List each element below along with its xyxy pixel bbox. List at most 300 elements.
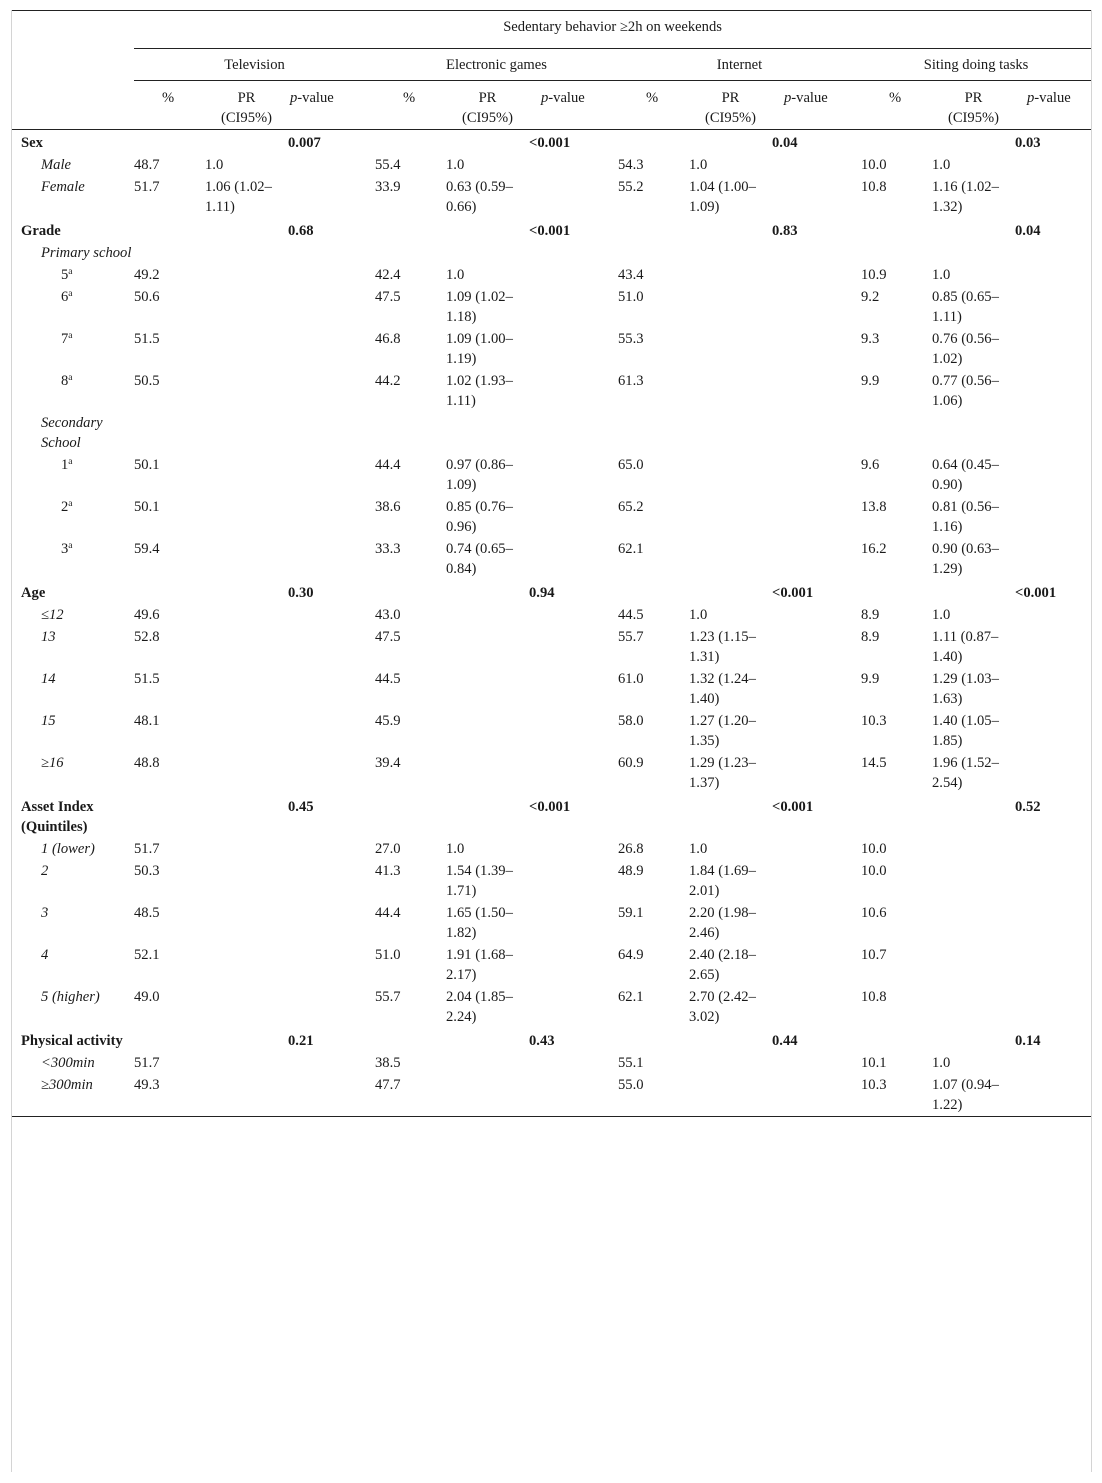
tasks-percent-cell: 10.8 (861, 989, 887, 1005)
tasks-p-value-cell (1015, 1052, 1091, 1074)
tv-p-value-cell (288, 902, 375, 944)
row-label: 3 (41, 905, 49, 921)
tv-pr-cell (205, 794, 288, 838)
games-p-value-cell (529, 986, 618, 1028)
column-header-percent: % (861, 81, 932, 130)
games-pr-cell: 1.0 (446, 267, 465, 283)
tv-pr-cell (205, 986, 288, 1028)
tv-percent-cell (134, 412, 205, 454)
games-pr-cell (446, 242, 529, 264)
tasks-percent-cell: 10.7 (861, 947, 887, 963)
table-row (12, 752, 1091, 794)
row-label: 6$^a$ (61, 289, 73, 305)
table-body (12, 130, 1091, 1117)
table-row (12, 668, 1091, 710)
tv-p-value-cell: 0.21 (288, 1033, 314, 1049)
internet-p-value-cell (772, 838, 861, 860)
column-header-percent: % (618, 81, 689, 130)
games-percent-cell: 38.6 (375, 499, 401, 515)
tasks-pr-cell (932, 242, 1015, 264)
table-row (12, 264, 1091, 286)
table-row (12, 496, 1091, 538)
internet-pr-cell (689, 218, 772, 242)
tv-p-value-cell (288, 538, 375, 580)
tasks-p-value-cell (1015, 710, 1091, 752)
internet-percent-cell: 48.9 (618, 863, 644, 879)
tasks-pr-cell: 0.77 (0.56– 1.06) (932, 373, 999, 409)
column-header-row (12, 81, 1091, 130)
tasks-percent-cell: 10.0 (861, 863, 887, 879)
tv-percent-cell: 49.3 (134, 1074, 205, 1117)
row-label: Secondary School (41, 415, 103, 451)
games-p-value-cell (529, 328, 618, 370)
sedentary-behavior-table (12, 10, 1091, 1117)
games-pr-cell (446, 626, 529, 668)
internet-percent-cell (618, 218, 689, 242)
tv-percent-cell: 51.7 (134, 841, 160, 857)
category-row (12, 130, 1091, 155)
tasks-p-value-cell (1015, 902, 1091, 944)
games-pr-cell (446, 710, 529, 752)
games-p-value-cell (529, 154, 618, 176)
tasks-p-value-cell (1015, 604, 1091, 626)
tasks-pr-cell: 1.40 (1.05– 1.85) (932, 713, 999, 749)
games-percent-cell: 44.5 (375, 671, 401, 687)
tv-percent-cell: 51.5 (134, 671, 160, 687)
row-label: Grade (21, 223, 61, 239)
internet-p-value-cell (772, 1052, 861, 1074)
row-label: 13 (41, 629, 56, 645)
internet-p-value-cell (772, 860, 861, 902)
internet-percent-cell: 58.0 (618, 713, 644, 729)
games-p-value-cell: 0.94 (529, 585, 555, 601)
tasks-pr-cell (932, 860, 1015, 902)
tv-pr-cell (205, 604, 288, 626)
tasks-pr-cell (932, 580, 1015, 604)
tasks-percent-cell (861, 580, 932, 604)
tasks-p-value-cell (1015, 986, 1091, 1028)
games-pr-cell: 1.54 (1.39– 1.71) (446, 863, 513, 899)
tv-percent-cell (134, 242, 205, 264)
tv-pr-cell (205, 1074, 288, 1117)
tasks-pr-cell: 1.96 (1.52– 2.54) (932, 755, 999, 791)
tv-p-value-cell (288, 264, 375, 286)
internet-p-value-cell (772, 710, 861, 752)
games-percent-cell: 45.9 (375, 713, 401, 729)
tasks-p-value-cell (1015, 176, 1091, 218)
games-percent-cell: 55.4 (375, 157, 401, 173)
games-percent-cell: 33.9 (375, 179, 401, 195)
games-percent-cell: 43.0 (375, 607, 401, 623)
tv-pr-cell (205, 668, 288, 710)
games-pr-cell: 1.02 (1.93– 1.11) (446, 373, 513, 409)
internet-percent-cell: 55.7 (618, 629, 644, 645)
games-pr-cell: 0.97 (0.86– 1.09) (446, 457, 513, 493)
tv-p-value-cell (288, 328, 375, 370)
tasks-p-value-cell (1015, 328, 1091, 370)
internet-p-value-cell: 0.83 (772, 223, 798, 239)
column-header-p-value: p-value (529, 81, 618, 130)
tv-pr-cell (205, 370, 288, 412)
internet-pr-cell (689, 370, 772, 412)
games-p-value-cell (529, 710, 618, 752)
internet-percent-cell: 59.1 (618, 905, 644, 921)
table-row (12, 286, 1091, 328)
internet-p-value-cell: 0.44 (772, 1033, 798, 1049)
internet-p-value-cell (772, 264, 861, 286)
tasks-percent-cell: 10.0 (861, 841, 887, 857)
table-title: Sedentary behavior ≥2h on weekends (134, 11, 1091, 49)
internet-percent-cell (618, 242, 689, 264)
tasks-pr-cell: 1.07 (0.94– 1.22) (932, 1074, 1015, 1117)
internet-p-value-cell: 0.04 (772, 135, 798, 151)
games-p-value-cell (529, 752, 618, 794)
tv-pr-cell (205, 1028, 288, 1052)
tasks-pr-cell (932, 838, 1015, 860)
tv-pr-cell: 1.0 (205, 157, 224, 173)
tv-percent-cell (134, 1028, 205, 1052)
tv-p-value-cell: 0.68 (288, 223, 314, 239)
tv-p-value-cell (288, 604, 375, 626)
tasks-percent-cell (861, 218, 932, 242)
tasks-pr-cell: 1.11 (0.87– 1.40) (932, 629, 999, 665)
internet-pr-cell (689, 794, 772, 838)
games-pr-cell (446, 130, 529, 155)
internet-pr-cell: 1.29 (1.23– 1.37) (689, 755, 756, 791)
tv-pr-cell (205, 286, 288, 328)
corner-cell-2 (12, 49, 134, 81)
games-percent-cell: 44.2 (375, 373, 401, 389)
games-p-value-cell (529, 370, 618, 412)
internet-p-value-cell (772, 176, 861, 218)
games-p-value-cell (529, 944, 618, 986)
table-row (12, 1074, 1091, 1117)
tasks-percent-cell: 10.0 (861, 157, 887, 173)
internet-pr-cell (689, 580, 772, 604)
table-row (12, 860, 1091, 902)
tv-percent-cell (134, 794, 205, 838)
tasks-percent-cell: 8.9 (861, 629, 880, 645)
internet-percent-cell: 43.4 (618, 267, 644, 283)
tasks-pr-cell: 0.81 (0.56– 1.16) (932, 499, 999, 535)
internet-percent-cell: 44.5 (618, 607, 644, 623)
tv-pr-cell (205, 218, 288, 242)
internet-pr-cell: 1.32 (1.24– 1.40) (689, 671, 756, 707)
tasks-pr-cell: 1.0 (932, 607, 951, 623)
tasks-percent-cell: 9.6 (861, 457, 880, 473)
column-header-p-value: p-value (1015, 81, 1091, 130)
tasks-percent-cell: 10.3 (861, 1074, 932, 1117)
games-percent-cell (375, 218, 446, 242)
tv-p-value-cell (288, 242, 375, 264)
tasks-percent-cell: 9.3 (861, 331, 880, 347)
internet-pr-cell: 1.84 (1.69– 2.01) (689, 863, 756, 899)
internet-p-value-cell (772, 412, 861, 454)
games-percent-cell (375, 1028, 446, 1052)
row-label: 2 (41, 863, 49, 879)
games-pr-cell: 1.65 (1.50– 1.82) (446, 905, 513, 941)
internet-pr-cell: 1.0 (689, 157, 708, 173)
games-percent-cell: 47.7 (375, 1074, 446, 1117)
games-p-value-cell (529, 242, 618, 264)
tv-p-value-cell: 0.45 (288, 799, 314, 815)
tasks-percent-cell: 16.2 (861, 541, 887, 557)
tasks-p-value-cell (1015, 752, 1091, 794)
internet-pr-cell: 1.27 (1.20– 1.35) (689, 713, 756, 749)
tasks-pr-cell: 0.90 (0.63– 1.29) (932, 541, 999, 577)
table-row (12, 370, 1091, 412)
games-pr-cell (446, 604, 529, 626)
internet-percent-cell: 55.1 (618, 1055, 644, 1071)
tv-pr-cell (205, 328, 288, 370)
tasks-percent-cell: 10.6 (861, 905, 887, 921)
internet-pr-cell: 1.0 (689, 841, 708, 857)
internet-pr-cell: 1.23 (1.15– 1.31) (689, 629, 756, 665)
tv-pr-cell (205, 752, 288, 794)
games-pr-cell (446, 1028, 529, 1052)
internet-percent-cell (618, 580, 689, 604)
tv-pr-cell (205, 1052, 288, 1074)
tv-p-value-cell (288, 286, 375, 328)
internet-p-value-cell (772, 370, 861, 412)
table-row (12, 902, 1091, 944)
games-p-value-cell (529, 176, 618, 218)
games-percent-cell: 27.0 (375, 841, 401, 857)
internet-percent-cell: 61.3 (618, 373, 644, 389)
games-p-value-cell (529, 264, 618, 286)
column-header-p-value: p-value (772, 81, 861, 130)
tv-pr-cell: 1.06 (1.02– 1.11) (205, 179, 272, 215)
group-header-siting-doing-tasks: Siting doing tasks (861, 49, 1091, 81)
row-label: ≤12 (41, 607, 64, 623)
tv-p-value-cell (288, 1052, 375, 1074)
tv-p-value-cell (288, 1074, 375, 1117)
table-row (12, 454, 1091, 496)
tasks-p-value-cell (1015, 454, 1091, 496)
corner-cell (12, 11, 134, 49)
internet-pr-cell: 2.20 (1.98– 2.46) (689, 905, 756, 941)
tv-percent-cell: 48.8 (134, 755, 160, 771)
table-row (12, 328, 1091, 370)
tasks-p-value-cell (1015, 626, 1091, 668)
games-pr-cell (446, 1052, 529, 1074)
games-pr-cell: 1.09 (1.00– 1.19) (446, 331, 513, 367)
games-percent-cell: 46.8 (375, 331, 401, 347)
category-row (12, 794, 1091, 838)
tasks-percent-cell: 10.3 (861, 713, 887, 729)
internet-percent-cell: 65.0 (618, 457, 644, 473)
row-label: 8$^a$ (61, 373, 73, 389)
internet-p-value-cell (772, 154, 861, 176)
column-header-pr: PR (CI95%) (205, 81, 288, 130)
row-label: <300min (41, 1055, 95, 1071)
games-percent-cell (375, 580, 446, 604)
games-p-value-cell (529, 538, 618, 580)
internet-percent-cell: 64.9 (618, 947, 644, 963)
tv-p-value-cell: 0.30 (288, 585, 314, 601)
games-pr-cell (446, 752, 529, 794)
internet-p-value-cell (772, 626, 861, 668)
tv-percent-cell: 51.7 (134, 1055, 160, 1071)
internet-pr-cell (689, 454, 772, 496)
tasks-pr-cell: 1.0 (932, 1055, 951, 1071)
row-label: 7$^a$ (61, 331, 73, 347)
games-p-value-cell (529, 626, 618, 668)
tv-percent-cell: 49.0 (134, 989, 160, 1005)
tasks-pr-cell (932, 902, 1015, 944)
games-pr-cell (446, 218, 529, 242)
tasks-p-value-cell (1015, 538, 1091, 580)
row-label: Age (21, 585, 46, 601)
internet-pr-cell (689, 1052, 772, 1074)
tasks-p-value-cell: 0.04 (1015, 223, 1041, 239)
tv-p-value-cell (288, 496, 375, 538)
tv-percent-cell: 50.1 (134, 457, 160, 473)
internet-pr-cell (689, 328, 772, 370)
tasks-percent-cell (861, 794, 932, 838)
tasks-p-value-cell (1015, 412, 1091, 454)
table-row (12, 838, 1091, 860)
games-pr-cell (446, 1074, 529, 1117)
table-row (12, 412, 1091, 454)
row-label: 1 (lower) (41, 841, 95, 857)
row-label: 4 (41, 947, 49, 963)
games-percent-cell: 55.7 (375, 989, 401, 1005)
tv-p-value-cell (288, 838, 375, 860)
tv-pr-cell (205, 860, 288, 902)
tasks-percent-cell: 13.8 (861, 499, 887, 515)
tasks-pr-cell (932, 218, 1015, 242)
tasks-percent-cell: 10.8 (861, 179, 887, 195)
internet-p-value-cell: <0.001 (772, 585, 814, 601)
tasks-percent-cell (861, 412, 932, 454)
games-p-value-cell (529, 454, 618, 496)
row-label: 15 (41, 713, 56, 729)
internet-p-value-cell (772, 752, 861, 794)
tv-percent-cell: 50.3 (134, 863, 160, 879)
tasks-pr-cell: 1.16 (1.02– 1.32) (932, 179, 999, 215)
tv-percent-cell (134, 580, 205, 604)
table-row (12, 1052, 1091, 1074)
tasks-pr-cell (932, 944, 1015, 986)
tv-percent-cell: 48.7 (134, 157, 160, 173)
games-pr-cell: 0.74 (0.65– 0.84) (446, 541, 513, 577)
tasks-p-value-cell: 0.52 (1015, 799, 1041, 815)
internet-percent-cell: 65.2 (618, 499, 644, 515)
column-header-pr: PR (CI95%) (446, 81, 529, 130)
tv-percent-cell (134, 218, 205, 242)
table-row (12, 710, 1091, 752)
internet-percent-cell: 60.9 (618, 755, 644, 771)
row-label: 2$^a$ (61, 499, 73, 515)
internet-percent-cell: 26.8 (618, 841, 644, 857)
tv-percent-cell: 50.1 (134, 499, 160, 515)
tasks-pr-cell: 0.76 (0.56– 1.02) (932, 331, 999, 367)
internet-pr-cell (689, 264, 772, 286)
row-label: Female (41, 179, 85, 195)
tasks-p-value-cell (1015, 242, 1091, 264)
category-row (12, 1028, 1091, 1052)
internet-p-value-cell (772, 668, 861, 710)
internet-percent-cell: 61.0 (618, 671, 644, 687)
tv-percent-cell: 59.4 (134, 541, 160, 557)
internet-percent-cell (618, 1028, 689, 1052)
tv-pr-cell (205, 538, 288, 580)
games-p-value-cell (529, 1074, 618, 1117)
internet-percent-cell: 55.3 (618, 331, 644, 347)
tv-p-value-cell (288, 454, 375, 496)
games-percent-cell (375, 794, 446, 838)
internet-pr-cell (689, 130, 772, 155)
games-percent-cell: 41.3 (375, 863, 401, 879)
tasks-percent-cell: 10.1 (861, 1055, 887, 1071)
row-label: ≥300min (12, 1074, 134, 1117)
table-frame (11, 10, 1092, 1472)
games-pr-cell: 2.04 (1.85– 2.24) (446, 989, 513, 1025)
tv-percent-cell: 52.8 (134, 629, 160, 645)
row-label: Physical activity (21, 1033, 123, 1049)
tasks-pr-cell: 1.0 (932, 157, 951, 173)
games-p-value-cell: 0.43 (529, 1033, 555, 1049)
category-row (12, 580, 1091, 604)
tasks-p-value-cell (1015, 370, 1091, 412)
tasks-p-value-cell (1015, 286, 1091, 328)
tasks-pr-cell (932, 986, 1015, 1028)
tasks-percent-cell: 10.9 (861, 267, 887, 283)
tv-percent-cell: 50.6 (134, 289, 160, 305)
tasks-pr-cell (932, 412, 1015, 454)
row-label: Primary school (41, 245, 132, 261)
tv-p-value-cell (288, 370, 375, 412)
tasks-pr-cell (932, 1028, 1015, 1052)
internet-p-value-cell (772, 604, 861, 626)
games-p-value-cell: <0.001 (529, 135, 571, 151)
tv-p-value-cell (288, 944, 375, 986)
tv-p-value-cell (288, 710, 375, 752)
tv-percent-cell: 48.1 (134, 713, 160, 729)
tv-pr-cell (205, 580, 288, 604)
tasks-percent-cell: 8.9 (861, 607, 880, 623)
corner-cell-3 (12, 81, 134, 130)
internet-p-value-cell (772, 944, 861, 986)
row-label: 14 (41, 671, 56, 687)
tasks-pr-cell (932, 794, 1015, 838)
games-percent-cell (375, 130, 446, 155)
internet-pr-cell (689, 496, 772, 538)
internet-p-value-cell (772, 286, 861, 328)
table-row (12, 176, 1091, 218)
internet-percent-cell: 62.1 (618, 541, 644, 557)
internet-percent-cell: 51.0 (618, 289, 644, 305)
games-percent-cell: 33.3 (375, 541, 401, 557)
internet-p-value-cell (772, 496, 861, 538)
tv-percent-cell: 48.5 (134, 905, 160, 921)
table-row (12, 626, 1091, 668)
internet-pr-cell: 1.0 (689, 607, 708, 623)
internet-pr-cell (689, 242, 772, 264)
internet-percent-cell: 54.3 (618, 157, 644, 173)
games-pr-cell: 1.91 (1.68– 2.17) (446, 947, 513, 983)
internet-p-value-cell (772, 454, 861, 496)
tv-percent-cell: 51.7 (134, 179, 160, 195)
category-row (12, 218, 1091, 242)
table-row (12, 538, 1091, 580)
group-header-television: Television (134, 49, 375, 81)
tv-pr-cell (205, 710, 288, 752)
internet-p-value-cell (772, 538, 861, 580)
row-label: 5 (higher) (41, 989, 100, 1005)
games-p-value-cell (529, 496, 618, 538)
